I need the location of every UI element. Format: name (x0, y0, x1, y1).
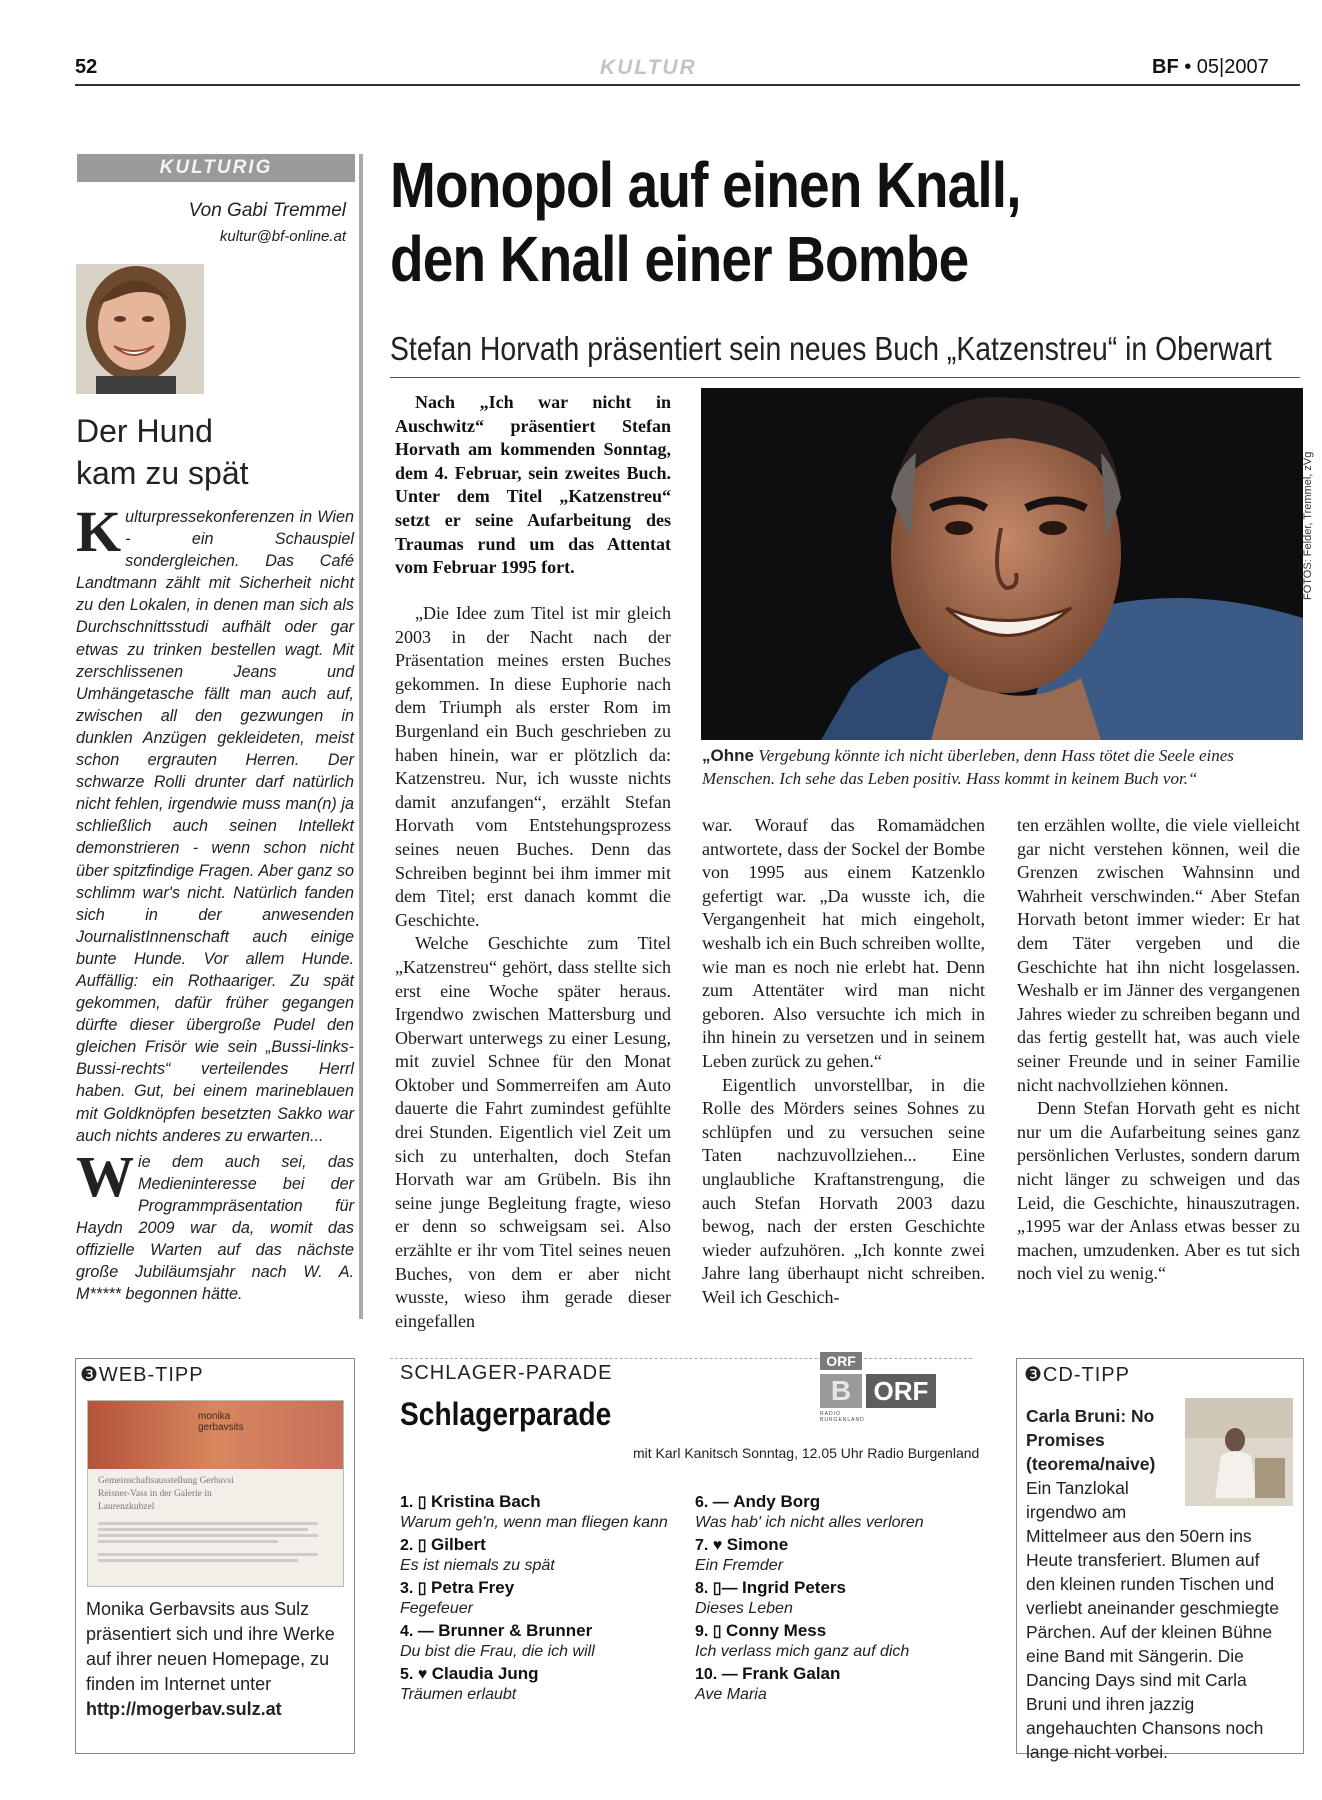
column-paragraph (76, 499, 354, 1147)
chart-song: Du bist die Frau, die ich will (400, 1643, 595, 1660)
orf-b-letter: B (820, 1374, 862, 1408)
cd-tipp-heading: ❸CD-TIPP (1024, 1364, 1130, 1386)
cd-tipp-text (1026, 1404, 1288, 1764)
publication-name: BF (1152, 56, 1179, 78)
chart-entry (695, 1535, 985, 1576)
chart-song: Dieses Leben (695, 1600, 793, 1617)
page-number: 52 (75, 56, 98, 78)
website-text (88, 1469, 343, 1568)
chart-entry (695, 1492, 985, 1533)
section-title: KULTUR (600, 56, 697, 79)
article-column-2 (702, 814, 985, 1309)
chart-entry (400, 1664, 690, 1705)
chart-artist: Ingrid Peters (742, 1578, 846, 1597)
chart-rank: 3. ▯ (400, 1580, 427, 1597)
schlager-subtitle: mit Karl Kanitsch Sonntag, 12.05 Uhr Radio Burgenland (633, 1445, 980, 1461)
chart-entry (695, 1578, 985, 1619)
chart-artist: Petra Frey (431, 1578, 515, 1597)
chart-rank: 6. — (695, 1494, 729, 1511)
chart-rank: 1. ▯ (400, 1494, 427, 1511)
website-line: Gemeinschaftsausstellung Gerbavsi (98, 1476, 234, 1486)
headline-line1: Monopol auf einen Knall, (390, 149, 1021, 221)
paragraph: ten erzählen wollte, die viele vielleicht gar nicht verstehen können, weil die Grenzen zwischen Wahnsinn und Wahrheit verschwinden.“ Aber Stefan Horvath betont immer wieder: Er hat dem Täter vergeben und die Geschichte hat ihn nicht losgelassen. Weshalb er im Jänner des vergangenen Jahres wieder zu schreiben begann und das fertig gestellt hat, was auch viele seiner Freunde und in seiner Familie nicht nachvollziehen können. (1017, 815, 1300, 1095)
paragraph: Denn Stefan Horvath geht es nicht nur um die Aufarbeitung seines ganz persönlichen Verlustes, sondern darum nicht länger zu schweigen und das Leid, die Geschichte, hinauszutragen. „1995 war der Anlass etwas besser zu machen, umzudenken. Aber es tut sich noch viel zu wenig.“ (1017, 1098, 1300, 1284)
column-title (76, 410, 346, 494)
column-shadow (359, 154, 363, 1319)
chart-artist: Kristina Bach (431, 1492, 541, 1511)
orf-wordmark: ORF (866, 1374, 936, 1408)
chart-entry (400, 1492, 690, 1533)
column-title-line2: kam zu spät (76, 455, 249, 491)
chart-entry (695, 1664, 985, 1705)
album-title: Carla Bruni: No Promises (teorema/naive) (1026, 1406, 1156, 1474)
header-rule (75, 84, 1300, 86)
chart-rank: 2. ▯ (400, 1537, 427, 1554)
chart-rank: 8. ▯— (695, 1580, 738, 1597)
column-author: Von Gabi Tremmel (188, 200, 346, 221)
paragraph: „Die Idee zum Titel ist mir gleich 2003 in der Nacht nach der Präsentation meines ersten Buches gekommen. In diese Euphorie nach dem Triumph als erster Rom im Burgenland ein Buch geschrieben zu haben hinein, war er plötzlich da: Katzenstreu. Nur, ich wusste nichts damit anzufangen“, erzählt Stefan Horvath vom Entstehungsprozess seines neuen Buches. Denn das Schreiben beginnt bei ihm immer mit dem Titel; erst danach kommt die Geschichte. (395, 603, 671, 930)
column-email: kultur@bf-online.at (219, 228, 346, 245)
lead-text: Nach „Ich war nicht in Auschwitz“ präsentiert Stefan Horvath am kommenden Sonntag, dem 4. Februar, sein zweites Buch. Unter dem Titel „Katzenstreu“ setzt er seine Aufarbeitung des Traumas rund um das Attentat vom Februar 1995 fort. (395, 392, 671, 578)
web-tipp-description: Monika Gerbavsits aus Sulz präsentiert sich und ihre Werke auf ihrer neuen Homepage, zu finden im Internet unter (86, 1599, 335, 1694)
caption-text: Vergebung könnte ich nicht überleben, denn Hass tötet die Seele eines Menschen. Ich sehe das Leben positiv. Hass kommt in keinem Buch vor.“ (702, 746, 1234, 788)
chart-song: Träumen erlaubt (400, 1686, 517, 1703)
chart-artist: Brunner & Brunner (438, 1621, 593, 1640)
paragraph: Welche Geschichte zum Titel „Katzenstreu“ gehört, dass stellte sich erst eine Woche später heraus. Irgendwo zwischen Mattersburg und Oberwart unterwegs zu einer Lesung, mit zuviel Schnee für den Monat Oktober und Sommerreifen am Auto dauerte die Fahrt zumindest gefühlte drei Stunden. Eigentlich viel Zeit um sich zu unterhalten, doch Stefan Horvath war am Grübeln. Bis ihn seine junge Begleitung fragte, wieso er denn so schweigsam sei. Also erzählte er ihr vom Titel seines neuen Buches, von dem er aber nicht wusste, wieso ihm gerade dieser eingefallen (395, 933, 671, 1331)
web-tipp-url[interactable]: http://mogerbav.sulz.at (86, 1699, 282, 1719)
orf-subtitle: RADIO BURGENLAND (820, 1411, 865, 1423)
chart-artist: Frank Galan (742, 1664, 841, 1683)
chart-rank: 5. ♥ (400, 1666, 428, 1683)
column-text: ulturpressekonferenzen in Wien - ein Schauspiel sondergleichen. Das Café Landtmann zählt mit Sicherheit nicht zu den Lokalen, in denen man sich als Durchschnittsstudi aufhält oder gar etwas zu trinken bestellen wagt. Mit zerschlissenen Jeans und Umhängetasche fällt man auch auf, zwischen all den gezwungen in dunklen Anzügen gekleideten, meist schon ergrauten Herren. Der schwarze Rolli drunter darf natürlich nicht fehlen, irgendwie muss man(n) ja schließlich auch seinen Intellekt demonstrieren - wenn schon nicht über spitzfindige Fragen. Aber ganz so schlimm war's nicht. Natürlich fanden sich in der anwesenden JournalistInnenschaft auch einige bunte Hunde. Vor allem Hunde. Auffällig: ein Rothaariger. Zu spät gekommen, dafür früher gegangen dürfte dieser übergroße Pudel den gleichen Frisör wie sein „Bussi-links-Bussi-rechts“ verteilendes Herrl haben. Gut, bei einem marineblauen mit Goldknöpfen besetzten Sakko war auch nichts anderes zu erwarten... (76, 508, 354, 1145)
column-paragraph (76, 1143, 354, 1306)
article-photo (701, 388, 1303, 740)
article-lead (395, 391, 671, 580)
chart-rank: 10. — (695, 1666, 738, 1683)
website-banner (88, 1401, 343, 1469)
cd-review: Ein Tanzlokal irgendwo am Mittelmeer aus den 50ern ins Heute transferiert. Blumen auf den kleinen runden Tischen und verliebt aneinander geschmiegte Pärchen. Auf der kleinen Bühne eine Band mit Sängerin. Die Dancing Days sind mit Carla Bruni und ihren jazzig angehauchten Chansons noch lange nicht vorbei. (1026, 1478, 1279, 1762)
chart-song: Was hab' ich nicht alles verloren (695, 1514, 924, 1531)
chart-artist: Andy Borg (733, 1492, 821, 1511)
headline (390, 148, 1181, 296)
chart-song: Es ist niemals zu spät (400, 1557, 555, 1574)
chart-song: Fegefeuer (400, 1600, 473, 1617)
subheadline: Stefan Horvath präsentiert sein neues Buch „Katzenstreu“ in Oberwart (390, 330, 1272, 367)
column-title-line1: Der Hund (76, 413, 213, 449)
chart-entry (400, 1535, 690, 1576)
chart-list-right (695, 1492, 985, 1707)
chart-entry (695, 1621, 985, 1662)
paragraph: war. Worauf das Romamädchen antwortete, dass der Sockel der Bombe von 1995 aus einem Katzenklo gefertigt war. „Da wusste ich, die Vergangenheit hat mich eingeholt, weshalb ich ein Buch schreiben wollte, wie man es noch nie erlebt hat. Denn zum Attentäter wird man nicht geboren. Also versuchte ich mich in ihn hinein zu versetzen und in seinem Leben zurück zu gehen.“ (702, 815, 985, 1071)
orf-top-label: ORF (820, 1352, 862, 1370)
issue-info (1152, 56, 1269, 79)
column-body (76, 499, 354, 1305)
column-label: KULTURIG (77, 154, 355, 182)
chart-list-left (400, 1492, 690, 1707)
chart-artist: Conny Mess (726, 1621, 827, 1640)
web-tipp-heading: ❸WEB-TIPP (80, 1364, 204, 1386)
subhead-rule (390, 377, 1300, 378)
chart-artist: Gilbert (431, 1535, 486, 1554)
chart-artist: Simone (726, 1535, 789, 1554)
paragraph: Eigentlich unvorstellbar, in die Rolle des Mörders seines Sohnes zu schlüpfen und zu versuchen seine Taten nachzuvollziehen... Eine unglaubliche Kraftanstrengung, die auch Stefan Horvath 2003 dazu bewog, nach der ersten Geschichte wieder aufzuhören. „Ich konnte zwei Jahre lang überhaupt nicht schreiben. Weil ich Geschich- (702, 1074, 985, 1307)
chart-artist: Claudia Jung (431, 1664, 539, 1683)
chart-rank: 9. ▯ (695, 1623, 722, 1640)
drop-cap: W (76, 1143, 134, 1209)
chart-song: Ich verlass mich ganz auf dich (695, 1643, 910, 1660)
website-line: Laurenzkubzel (98, 1502, 155, 1512)
website-screenshot (87, 1400, 344, 1587)
chart-rank: 7. ♥ (695, 1537, 723, 1554)
author-portrait (76, 264, 204, 394)
schlager-heading: SCHLAGER-PARADE (400, 1362, 613, 1384)
schlager-title: Schlagerparade (400, 1396, 612, 1432)
web-tipp-text (86, 1597, 348, 1722)
chart-rank: 4. — (400, 1623, 434, 1640)
chart-song: Warum geh'n, wenn man fliegen kann (400, 1514, 668, 1531)
orf-radio-burgenland-logo (820, 1352, 970, 1432)
chart-entry (400, 1578, 690, 1619)
article-column-3 (1017, 814, 1300, 1286)
column-text: ie dem auch sei, das Medieninteresse bei der Programmpräsentation für Haydn 2009 war da, womit das offizielle Warten auf das nächste große Jubiläumsjahr nach W. A. M***** begonnen hätte. (76, 1152, 354, 1304)
photo-credit: FOTOS: Felder, Tremmel, zVg (1302, 451, 1314, 600)
issue-number: • 05|2007 (1184, 56, 1269, 78)
caption-lead: „Ohne (702, 746, 754, 765)
website-line: Reisner-Vass in der Galerie in (98, 1489, 212, 1499)
drop-cap: K (76, 499, 122, 564)
chart-entry (400, 1621, 690, 1662)
chart-song: Ave Maria (695, 1686, 767, 1703)
website-name: monika gerbavsits (198, 1411, 244, 1433)
article-column-1 (395, 602, 671, 1333)
chart-song: Ein Fremder (695, 1557, 784, 1574)
headline-line2: den Knall einer Bombe (390, 223, 969, 295)
photo-caption (702, 744, 1302, 790)
